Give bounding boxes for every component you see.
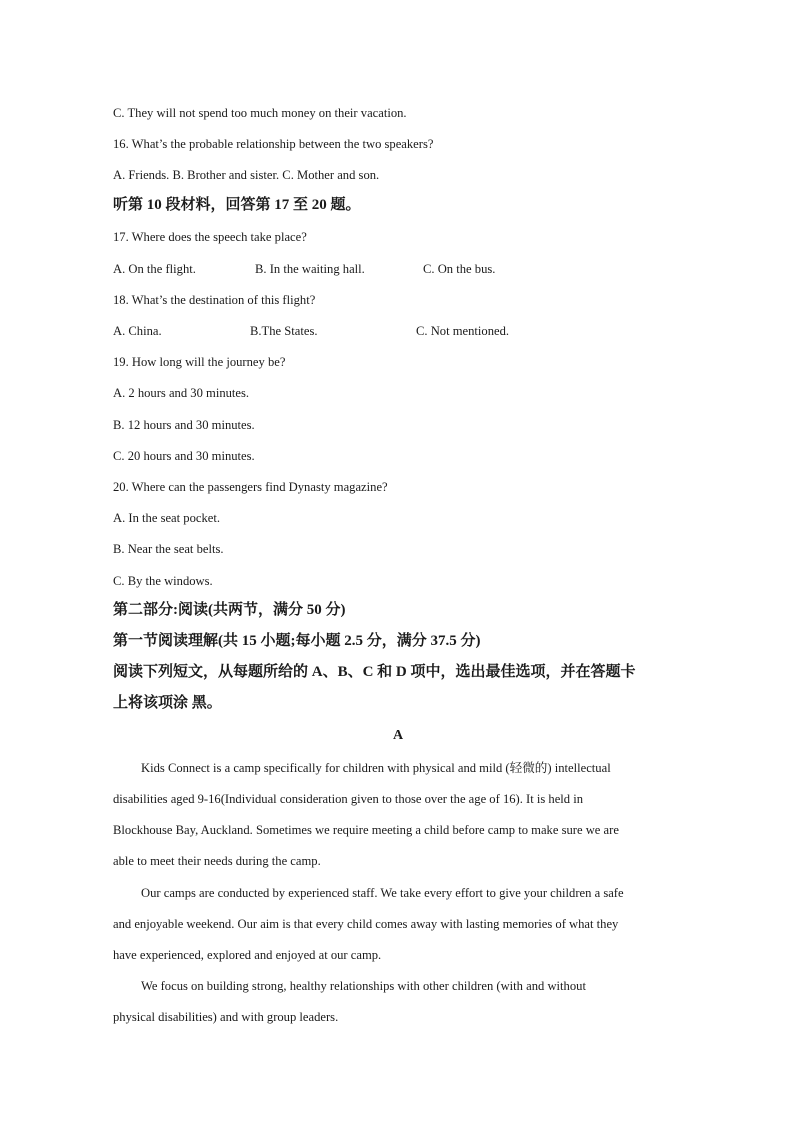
q17-question: 17. Where does the speech take place? xyxy=(113,230,307,244)
passage-label: A xyxy=(392,728,404,743)
passage-p1-line2: disabilities aged 9-16(Individual consideration given to those over the age of 16). It is held in xyxy=(113,792,584,806)
q17-option-b: B. In the waiting hall. xyxy=(255,262,365,276)
passage-p3-line1: We focus on building strong, healthy relationships with other children (with and without xyxy=(141,979,586,993)
passage-p2-line3: have experienced, explored and enjoyed at our camp. xyxy=(113,948,382,962)
section1-heading: 第一节阅读理解(共 15 小题;每小题 2.5 分，满分 37.5 分) xyxy=(113,633,481,649)
q17-option-c: C. On the bus. xyxy=(423,262,496,276)
passage-p1-line1: Kids Connect is a camp specifically for children with physical and mild (轻微的) intellectual xyxy=(141,761,611,775)
instruction-line-2: 上将该项涂 黑。 xyxy=(113,695,222,711)
part2-heading: 第二部分:阅读(共两节，满分 50 分) xyxy=(113,602,346,618)
q19-option-a: A. 2 hours and 30 minutes. xyxy=(113,386,250,400)
q18-option-c: C. Not mentioned. xyxy=(416,324,510,338)
q20-option-c: C. By the windows. xyxy=(113,574,213,588)
q18-option-b: B.The States. xyxy=(250,324,318,338)
passage-p2-line1: Our camps are conducted by experienced staff. We take every effort to give your children a safe xyxy=(141,886,624,900)
q20-option-b: B. Near the seat belts. xyxy=(113,542,224,556)
passage-p1-line3: Blockhouse Bay, Auckland. Sometimes we require meeting a child before camp to make sure we are xyxy=(113,823,619,837)
q18-question: 18. What’s the destination of this flight? xyxy=(113,293,316,307)
q19-question: 19. How long will the journey be? xyxy=(113,355,286,369)
q16-options: A. Friends. B. Brother and sister. C. Mother and son. xyxy=(113,168,380,182)
q16-question: 16. What’s the probable relationship between the two speakers? xyxy=(113,137,434,151)
section10-heading: 听第 10 段材料，回答第 17 至 20 题。 xyxy=(113,197,361,213)
q19-option-c: C. 20 hours and 30 minutes. xyxy=(113,449,255,463)
passage-p1-line4: able to meet their needs during the camp. xyxy=(113,854,321,868)
q18-option-a: A. China. xyxy=(113,324,162,338)
passage-p3-line2: physical disabilities) and with group leaders. xyxy=(113,1010,339,1024)
q20-option-a: A. In the seat pocket. xyxy=(113,511,221,525)
passage-p2-line2: and enjoyable weekend. Our aim is that every child comes away with lasting memories of what they xyxy=(113,917,619,931)
instruction-line-1: 阅读下列短文，从每题所给的 A、B、C 和 D 项中，选出最佳选项，并在答题卡 xyxy=(113,664,636,680)
q20-question: 20. Where can the passengers find Dynasty magazine? xyxy=(113,480,388,494)
q17-option-a: A. On the flight. xyxy=(113,262,196,276)
q15-option-c: C. They will not spend too much money on their vacation. xyxy=(113,106,407,120)
q19-option-b: B. 12 hours and 30 minutes. xyxy=(113,418,255,432)
